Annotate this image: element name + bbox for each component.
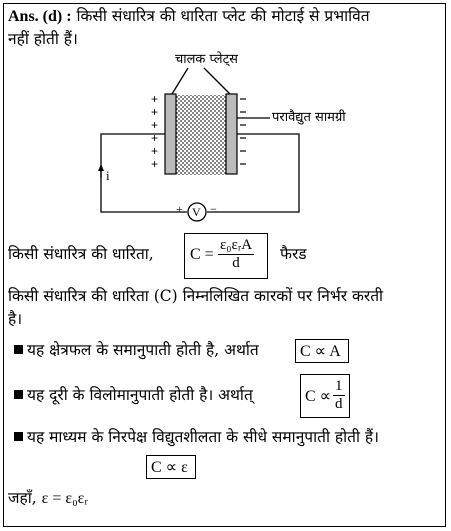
capacitance-unit: फैरड	[280, 245, 307, 263]
label-dielectric: परावैद्युत सामग्री	[272, 110, 346, 125]
formula-area: C ∝ A	[300, 343, 341, 360]
left-plate	[165, 94, 176, 174]
svg-text:+: +	[151, 92, 159, 106]
square-bullet-icon	[14, 345, 23, 354]
voltmeter-plus: +	[176, 202, 183, 216]
svg-text:+: +	[151, 105, 159, 119]
bullet-permittivity-text: यह माध्यम के निरपेक्ष विद्युतशीलता के सीधे समानुपाती होती हैं।	[27, 428, 380, 446]
formula-distance-num: 1	[335, 378, 343, 394]
square-bullet-icon	[14, 432, 23, 441]
intro-text-1: किसी संधारित्र की धारिता प्लेट की मोटाई से प्रभावित	[76, 7, 370, 25]
formula-distance-box	[300, 374, 350, 418]
factors-line-1: किसी संधारित्र की धारिता (C) निम्नलिखित कारकों पर निर्भर करती	[8, 287, 384, 305]
answer-label: Ans. (d) :	[8, 8, 72, 25]
intro-text-2: नहीं होती हैं।	[8, 30, 78, 48]
label-conducting-plates: चालक प्लेट्स	[175, 52, 238, 67]
current-label: i	[106, 168, 110, 183]
formula-distance-den: d	[335, 396, 343, 412]
where-line	[8, 488, 88, 509]
square-bullet-icon	[14, 390, 23, 399]
capacitance-formula-box	[184, 233, 268, 279]
formula-permittivity-box	[146, 455, 196, 479]
svg-text:+: +	[151, 118, 159, 132]
dielectric-material	[176, 95, 226, 175]
voltmeter-label: V	[192, 205, 201, 219]
formula-permittivity: C ∝ ε	[151, 459, 188, 476]
formula-area-box	[295, 339, 349, 363]
formula-lhs: C =	[190, 246, 214, 263]
capacitance-prefix: किसी संधारित्र की धारिता,	[8, 245, 154, 263]
voltmeter-minus: −	[210, 202, 217, 216]
bullet-permittivity	[14, 427, 379, 447]
formula-numerator: ε₀εᵣA	[220, 237, 253, 253]
where-label: जहाँ,	[8, 489, 37, 507]
svg-text:+: +	[151, 157, 159, 171]
formula-distance-lhs: C ∝	[305, 388, 332, 405]
svg-text:+: +	[151, 144, 159, 158]
bullet-area	[14, 340, 259, 360]
bullet-distance	[14, 385, 253, 405]
factors-line-2: है।	[8, 310, 23, 328]
bullet-area-text: यह क्षेत्रफल के समानुपाती होती है, अर्थात	[27, 341, 259, 359]
bullet-distance-text: यह दूरी के विलोमानुपाती होती है। अर्थात्	[27, 386, 253, 404]
formula-denominator: d	[232, 255, 240, 271]
right-plate	[226, 94, 237, 174]
where-formula: ε = ε₀εᵣ	[41, 490, 89, 507]
svg-text:+: +	[151, 131, 159, 145]
